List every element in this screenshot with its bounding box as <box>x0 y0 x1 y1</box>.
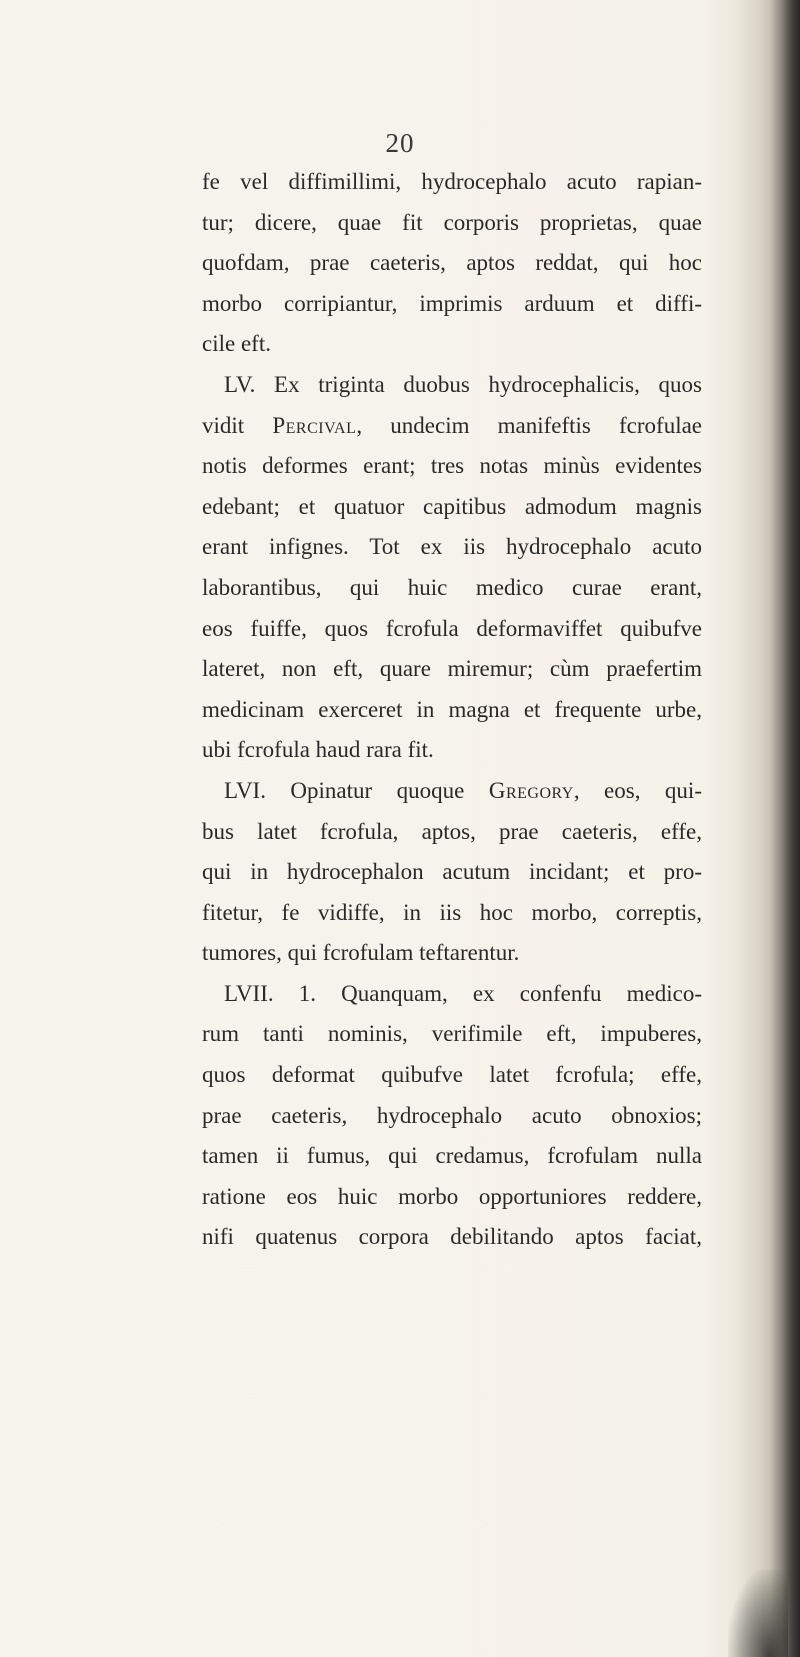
page-corner-shadow <box>728 1570 788 1657</box>
text-line: nifi quatenus corpora debilitando aptos faciat, <box>202 1224 702 1250</box>
text-line: qui in hydrocephalon acutum incidant; et pro- <box>202 859 702 885</box>
text-line <box>202 406 702 447</box>
text-line-section-lvii: LVII. 1. Quanquam, ex confenfu medico- <box>224 980 702 1006</box>
page-number: 20 <box>385 128 415 158</box>
text-line: tur; dicere, quae fit corporis proprietas, quae <box>202 209 702 235</box>
text-line: ubi fcrofula haud rara fit. <box>202 737 434 763</box>
text-line: ratione eos huic morbo opportuniores reddere, <box>202 1183 702 1209</box>
text-span: LV. Ex triginta duobus hydrocephalicis, quos <box>224 371 702 397</box>
text-line: quos deformat quibufve latet fcrofula; effe, <box>202 1062 702 1088</box>
text-line: cile eft. <box>202 331 271 357</box>
text-span: , undecim manifeftis fcrofulae <box>356 412 703 438</box>
text-line: morbo corripiantur, imprimis arduum et diffi- <box>202 290 702 316</box>
text-span: vidit <box>202 412 273 438</box>
text-line: laborantibus, qui huic medico curae erant, <box>202 574 702 600</box>
text-line: lateret, non eft, quare miremur; cùm praefertim <box>202 656 702 682</box>
text-line-section-lv <box>202 365 702 406</box>
text-line: fitetur, fe vidiffe, in iis hoc morbo, correptis, <box>202 899 702 925</box>
text-line: tumores, qui fcrofulam teftarentur. <box>202 940 520 966</box>
text-line: eos fuiffe, quos fcrofula deformaviffet quibufve <box>202 615 702 641</box>
text-line: erant infignes. Tot ex iis hydrocephalo acuto <box>202 534 702 560</box>
text-line: tamen ii fumus, qui credamus, fcrofulam nulla <box>202 1143 702 1169</box>
text-line: bus latet fcrofula, aptos, prae caeteris, effe, <box>202 818 702 844</box>
body-text <box>202 162 702 1258</box>
text-span: LVI. Opinatur quoque <box>224 777 489 803</box>
text-line: quofdam, prae caeteris, aptos reddat, qui hoc <box>202 250 702 276</box>
author-name-percival: Percival <box>272 412 357 438</box>
author-name-gregory: Gregory <box>488 777 574 803</box>
text-line: rum tanti nominis, verifimile eft, impuberes, <box>202 1021 702 1047</box>
text-line: medicinam exerceret in magna et frequente urbe, <box>202 696 702 722</box>
book-spine-shadow <box>770 0 800 1657</box>
text-line: fe vel diffimillimi, hydrocephalo acuto rapian- <box>202 169 702 194</box>
text-line: prae caeteris, hydrocephalo acuto obnoxios; <box>202 1102 702 1128</box>
text-line-section-lvi <box>202 771 702 812</box>
text-span: , eos, qui- <box>573 777 702 803</box>
text-line: notis deformes erant; tres notas minùs evidentes <box>202 453 702 479</box>
text-line: edebant; et quatuor capitibus admodum magnis <box>202 493 702 519</box>
